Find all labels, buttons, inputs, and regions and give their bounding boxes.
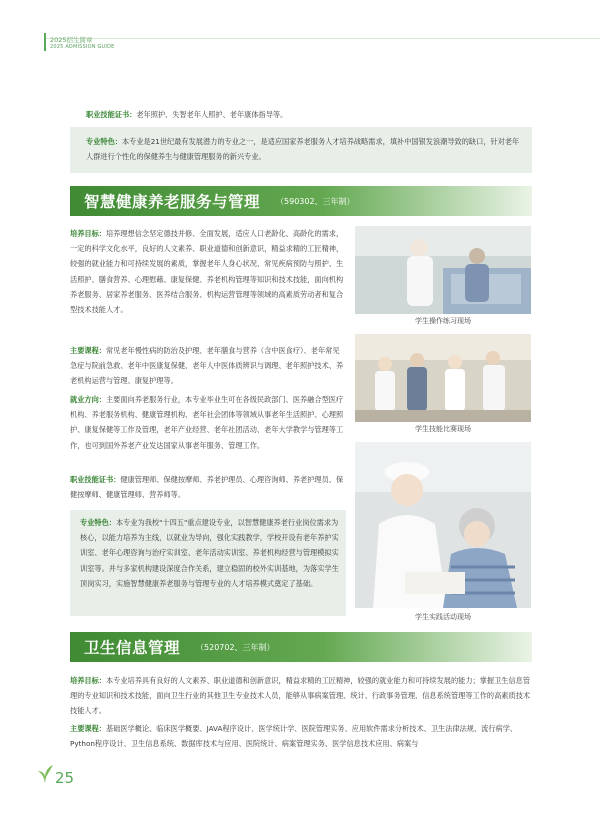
photo-skills-competition: [355, 334, 531, 422]
leaf-icon: [34, 762, 56, 784]
major1-feature-label: 专业特色：: [80, 518, 116, 527]
major2-code: （520702、三年制）: [196, 642, 275, 652]
major1-course-label: 主要课程：: [70, 346, 106, 355]
major2-banner: [70, 632, 532, 662]
major1-job-label: 就业方向：: [70, 395, 106, 404]
photo-caption-3: 学生实践活动现场: [415, 613, 471, 621]
major1-goal-label: 培养目标：: [70, 229, 106, 238]
top-cert-label: 职业技能证书：: [86, 110, 137, 119]
major1-course-text: 常见老年慢性病的防治及护理、老年膳食与营养（含中医食疗）、老年常见急症与院前急救、老年中医康复保健、老年人中医体质辨识与调理、老年照护技术、养老机构运营与管理、康复护理等。: [70, 346, 344, 386]
top-cert-paragraph: [86, 107, 546, 122]
header-accent-bar: [44, 33, 46, 51]
photo-caption-2: 学生技能比赛现场: [415, 425, 471, 433]
major1-course-paragraph: [70, 343, 345, 389]
major2-goal-paragraph: [70, 673, 532, 719]
top-feature-label: 专业特色：: [86, 137, 122, 146]
major1-banner: [70, 186, 532, 216]
major2-goal-text: 本专业培养具有良好的人文素养、职业道德和创新意识，精益求精的工匠精神，较强的就业能力和可持续发展的能力；掌握卫生信息管理的专业知识和技术技能，面向卫生行业的其他卫生专业技术人员，能够从事病案管理、统计、行政事务管理、信息系统管理等工作的高素质技术技能人才。: [70, 676, 531, 716]
header-divider: [46, 38, 600, 39]
major1-goal-text: 培养理想信念坚定德技并修、全面发展，适应人口老龄化、高龄化的需求，一定的科学文化水平，良好的人文素养、职业道德和创新意识，精益求精的工匠精神，较强的就业能力和可持续发展的素质，掌握老年人身心状况、常见疾病预防与照护、生活照护、膳食营养、心理慰藉、康复保健、养老机构管理等知识和技术技能，面向机构养老服务、居家养老服务、医养结合服务、机构运营管理等领域的高素质劳动者和复合型技术技能人才。: [70, 229, 344, 315]
major1-job-paragraph: [70, 392, 345, 453]
photo-operation-practice: [355, 226, 531, 314]
major1-cert-text: 健康管理师、保健按摩师、养老护理员、心理咨询师、养老护理员、保健按摩师、健康管理师、营养师等。: [70, 475, 344, 500]
major2-name: 卫生信息管理: [84, 639, 181, 657]
major2-course-text: 基础医学概论、临床医学概要、JAVA程序设计、医学统计学、医院管理实务、应用软件需求分析技术、卫生法律法规、流行病学、Python程序设计、卫生信息系统、数据库技术与应用、医院统计、病案管理实务、医学信息技术应用、病案与: [70, 724, 518, 749]
major2-course-label: 主要课程：: [70, 724, 106, 733]
major1-name: 智慧健康养老服务与管理: [84, 193, 261, 211]
top-feature-text: 本专业是21世纪最有发展潜力的专业之一，是适应国家养老服务人才培养战略需求，填补中国银发浪潮导致的缺口，针对老年人群进行个性化的保健养生与健康管理服务的新兴专业。: [86, 137, 520, 162]
photo-practice-activity: [355, 442, 531, 608]
major1-cert-paragraph: [70, 472, 345, 502]
major1-goal-paragraph: [70, 226, 345, 317]
major1-job-text: 主要面向养老服务行业，本专业毕业生可在各级民政部门、医养融合型医疗机构、养老服务机构、健康管理机构、老年社会团体等领域从事老年生活照护、心理照护、康复保健等工作及管理，老年产业经营、老年社团活动、老年大学教学与管理等工作，也可到国外养老产业发达国家从事老年服务、管理工作。: [70, 395, 344, 450]
photo-caption-1: 学生操作练习现场: [415, 317, 471, 325]
major2-goal-label: 培养目标：: [70, 676, 106, 685]
major1-feature-text: 本专业为我校"十四五"重点建设专业，以智慧健康养老行业岗位需求为核心，以能力培养为主线，以就业为导向，强化实践教学，学校开设有老年养护实训室、老年心理咨询与治疗实训室、老年活动实训室、养老机构经营与管理模拟实训室等。并与多家机构建设深度合作关系，建立稳固的校外实训基地，为落实学生顶岗实习，实施智慧健康养老服务与管理专业的人才培养模式奠定了基础。: [80, 518, 339, 588]
major2-course-paragraph: [70, 721, 532, 751]
major1-cert-label: 职业技能证书：: [70, 475, 121, 484]
page-number: 25: [55, 769, 75, 787]
major1-feature-paragraph: [80, 515, 342, 591]
top-cert-text: 老年照护、失智老年人照护、老年康体指导等。: [136, 110, 288, 119]
header-title: 2025招生简章: [50, 36, 93, 44]
major1-code: （590302、三年制）: [276, 196, 355, 206]
top-feature-paragraph: [86, 134, 522, 164]
header-subtitle: 2025 ADMISSION GUIDE: [50, 44, 115, 50]
